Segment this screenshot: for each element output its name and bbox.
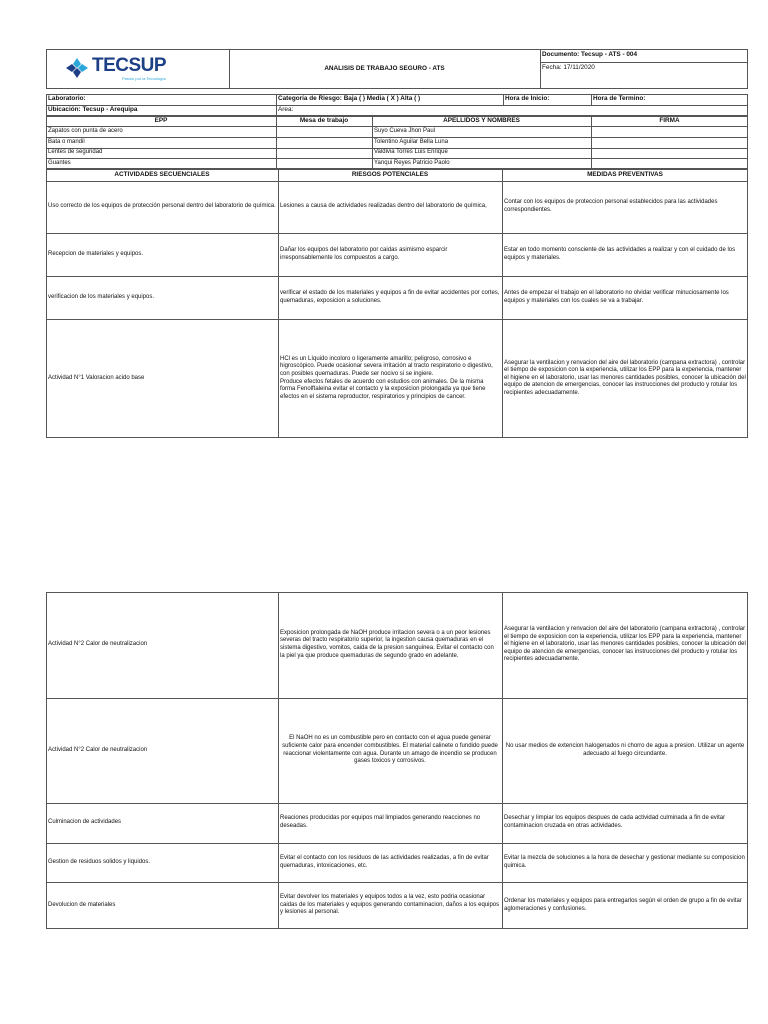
ubicacion-label: Ubicación: Tecsup - Arequipa — [48, 106, 138, 114]
riesgo-cell: Evitar el contacto con los residuos de las actividades realizadas, a fin de evitar quemaduras, intoxicaciones, etc. — [280, 854, 489, 869]
actividad-cell: Culminacion de actividades — [48, 819, 122, 826]
firma-header: FIRMA — [659, 116, 680, 124]
epp-item: Guantes — [48, 159, 71, 166]
medida-cell: Desechar y limpiar los equipos despues de cada actividad culminada a fin de evitar contaminacion cruzada en otras actividades. — [504, 815, 726, 829]
medida-cell: Estar en todo momento consciente de las actividades a realizar y con el cuidado de los equipos y materiales. — [504, 246, 736, 261]
participant-name: Tolentino Aguilar Bella Luna — [374, 138, 449, 145]
riesgos-header: RIESGOS POTENCIALES — [351, 170, 429, 178]
participant-name: Valdivia Torres Luis Enrique — [374, 149, 448, 156]
actividad-cell: Actividad N°2 Calor de neutralizacion — [48, 746, 148, 753]
riesgo-cell: Dañar los equipos del laboratorio por caidas asimismo esparcir irresponsablemente los compuestos a cargo. — [280, 246, 448, 261]
participant-name: Yanqui Reyes Patricio Paolo — [374, 159, 450, 166]
laboratorio-label: Laboratorio: — [48, 95, 86, 103]
medida-cell: Evitar la mezcla de soluciones a la hora de desechar y gestionar mediante su composicion quimica. — [504, 854, 745, 869]
epp-header: EPP — [154, 116, 168, 124]
actividad-cell: Devolucion de materiales — [48, 901, 116, 908]
actividad-cell: Recepcion de materiales y equipos. — [48, 250, 144, 257]
riesgo-cell: verificar el estado de los materiales y equipos a fin de evitar accidentes por cortes, quemaduras, exposicion a soluciones. — [280, 289, 500, 304]
mesa-header: Mesa de trabajo — [299, 116, 349, 124]
categoria-riesgo: Categoría de Riesgo: Baja ( ) Media ( X ) Alta ( ) — [278, 95, 421, 103]
actividad-cell: Actividad N°2 Calor de neutralizacion — [48, 641, 148, 648]
riesgo-cell: HCl es un Líquido incoloro o ligeramente amarillo; peligroso, corrosivo e higroscópico. Puede ocasionar severa irritación al tracto respiratorio o digestivo, con posibles quemaduras. Puede ser nocivo si se ingiere. Produce efectos fetales de acuerdo con estudios con animales. De la misma forma Fenolftaleina evitar el contacto y la exposicion prolongada ya que tiene efectos en el sistema reproductor, respiratorios y principios de cancer. — [280, 355, 493, 400]
actividad-cell: Gestion de residuos solidos y liquidos. — [48, 858, 151, 865]
actividad-cell: verificacion de los materiales y equipos. — [48, 293, 155, 300]
riesgo-cell: Exposicion prolongada de NaOH produce irritacion severa o a un peor lesiones severas del tracto respiratorio superior, la ingestion causa quemaduras en el sistema digestivo, vomitos, caida de la presion sanguinea. Evitar el contacto con la piel ya que produce quemaduras de segundo grado en adelante. — [280, 629, 494, 659]
document-code: Documento: Tecsup - ATS - 004 — [542, 51, 638, 59]
hora-termino-label: Hora de Termino: — [593, 95, 646, 103]
medida-cell: Antes de empezar el trabajo en el laboratorio no olvidar verificar minuciosamente los equipos y materiales con los cuales se va a trabajar. — [504, 289, 729, 304]
tecsup-logo — [64, 55, 214, 85]
riesgo-cell: Reaciones producidas por equipos mal limpiados generando reacciones no deseadas. — [280, 815, 481, 829]
riesgo-cell: Lesiones a causa de actividades realizadas dentro del laboratorio de química, — [280, 203, 487, 210]
medida-cell: No usar medios de extencion halogenados ni chorro de agua a presion. Utilizar un agente adecuado al fuego circundante. — [505, 742, 745, 757]
nombres-header: APELLIDOS Y NOMBRES — [443, 116, 520, 124]
logo-wordmark: TECSUP — [92, 55, 167, 76]
riesgo-cell: Evitar devolver los materiales y equipos todos a la vez, esto podria ocasionar caidas de los materiales y equipos generando contaminacion, daños a los equipos y lesiones al personal. — [280, 894, 500, 916]
epp-item: Lentes de seguridad — [48, 149, 103, 156]
medida-cell: Ordenar los materiales y equipos para entregarlos según el orden de grupo a fin de evitar aglomeraciones y confusiones. — [504, 897, 742, 912]
participant-name: Suyo Cueva Jhon Paul — [374, 127, 436, 134]
medida-cell: Asegurar la ventilacion y renvacion del aire del laboratorio (campana extractora) , controlar el tiempo de exposicion con la experiencia, utilizar los EPP para la experiencia, mantener el higiene en el laboratorio, usar las menores cantidades posibles, conocer la ubicación del equipo de atencion de emergencias, conocer las instrucciones del producto y rotular los recipientes adecuadamente. — [504, 359, 746, 396]
hora-inicio-label: Hora de Inicio: — [505, 95, 550, 103]
actividad-cell: Uso correcto de los equipos de protección personal dentro del laboratorio de química. — [48, 203, 276, 210]
actividades-header: ACTIVIDADES SECUENCIALES — [114, 170, 210, 178]
document-title: ANALISIS DE TRABAJO SEGURO - ATS — [324, 64, 445, 72]
epp-item: Bata o mandil — [48, 138, 85, 145]
medida-cell: Contar con los equipos de proteccion personal establecidos para las actividades correspondientes. — [504, 199, 718, 213]
area-label: Area: — [278, 106, 294, 114]
epp-item: Zapatos con punta de acero — [48, 127, 123, 134]
medida-cell: Asegurar la ventilacion y renvacion del aire del laboratorio (campana extractora) , controlar el tiempo de exposicion con la experiencia, utilizar los EPP para la experiencia, mantener el higiene en el laboratorio, usar las menores cantidades posibles, conocer la ubicación del equipo de atencion de emergencias, conocer las instrucciones del producto y rotular los recipientes adecuadamente. — [504, 626, 746, 663]
riesgo-cell: El NaOH no es un combustible pero en contacto con el agua puede generar suficiente calor para encender combustibles. El material calinete o fundido puede reaccionar violentamente con agua. Durante un amago de incendio se producen gases toxicos y corrosivos. — [282, 735, 498, 765]
actividad-cell: Actividad N°1 Valoracion acido base — [48, 374, 145, 381]
logo-mark-icon — [64, 57, 90, 79]
logo-tagline: Pasión por la Tecnología — [122, 76, 166, 81]
document-date: Fecha: 17/11/2020 — [542, 64, 595, 72]
medidas-header: MEDIDAS PREVENTIVAS — [587, 170, 663, 178]
